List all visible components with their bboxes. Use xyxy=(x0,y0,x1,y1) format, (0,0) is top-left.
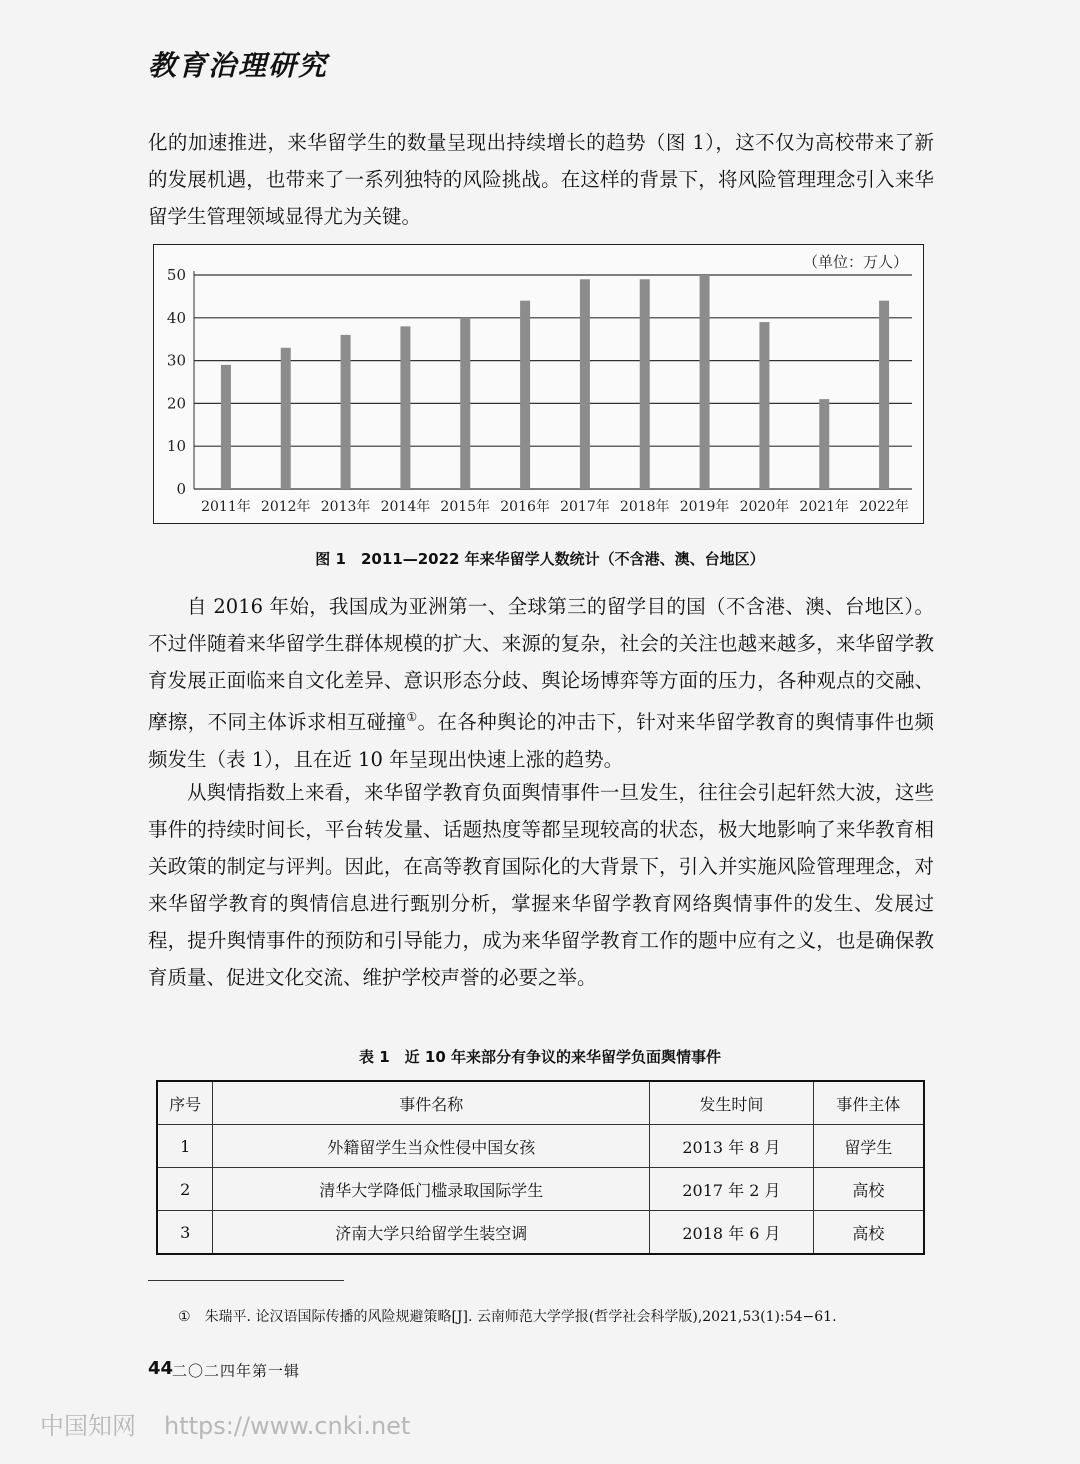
cell-subject: 高校 xyxy=(813,1168,924,1211)
bar-chart-svg xyxy=(154,245,923,523)
cell-index: 2 xyxy=(157,1168,213,1211)
cell-date: 2017 年 2 月 xyxy=(650,1168,814,1211)
y-tick-label: 40 xyxy=(166,308,186,327)
bar xyxy=(759,322,769,489)
x-tick-label: 2021年 xyxy=(799,499,850,515)
issue-label: 二〇二四年第一辑 xyxy=(172,1362,301,1380)
y-tick-label: 30 xyxy=(166,351,186,370)
y-tick-label: 20 xyxy=(166,394,186,413)
paragraph-intro: 化的加速推进，来华留学生的数量呈现出持续增长的趋势（图 1），这不仅为高校带来了新的发展机遇，也带来了一系列独特的风险挑战。在这样的背景下，将风险管理理念引入来华留学生管理领域显得尤为关键。 xyxy=(148,131,934,228)
bar xyxy=(580,279,590,489)
bar xyxy=(700,275,710,489)
events-table xyxy=(156,1080,925,1255)
paragraph-2016 xyxy=(148,588,934,778)
watermark xyxy=(40,1406,410,1441)
bar xyxy=(341,335,351,489)
footnote-mark: ① xyxy=(178,1309,191,1325)
x-tick-label: 2020年 xyxy=(739,499,790,515)
unit-label: （单位：万人） xyxy=(802,253,908,271)
table-header-row xyxy=(157,1081,924,1125)
bar xyxy=(221,365,231,489)
paragraph-sentiment: 从舆情指数上来看，来华留学教育负面舆情事件一旦发生，往往会引起轩然大波，这些事件的持续时间长，平台转发量、话题热度等都呈现较高的状态，极大地影响了来华教育相关政策的制定与评判。因此，在高等教育国际化的大背景下，引入并实施风险管理理念，对来华留学教育的舆情信息进行甄别分析，掌握来华留学教育网络舆情事件的发生、发展过程，提升舆情事件的预防和引导能力，成为来华留学教育工作的题中应有之义，也是确保教育质量、促进文化交流、维护学校声誉的必要之举。 xyxy=(148,781,934,989)
watermark-url[interactable]: https://www.cnki.net xyxy=(164,1412,411,1440)
footnote-divider xyxy=(148,1280,344,1281)
x-tick-label: 2019年 xyxy=(679,499,730,515)
figure-caption: 图 1 2011—2022 年来华留学人数统计（不含港、澳、台地区） xyxy=(315,550,765,568)
x-tick-label: 2015年 xyxy=(440,499,491,515)
page-number: 44 xyxy=(148,1358,174,1379)
footnote-text: 朱瑞平. 论汉语国际传播的风险规避策略[J]. 云南师范大学学报(哲学社会科学版),2021,53(1):54−61. xyxy=(204,1309,837,1325)
x-tick-label: 2014年 xyxy=(380,499,431,515)
x-tick-label: 2022年 xyxy=(859,499,909,515)
bar xyxy=(400,326,410,489)
paragraph-2016-text-b: 。在各种舆论的冲击下，针对来华留学教育的舆情事件也频频发生（表 1），且在近 10 年呈现出快速上涨的趋势。 xyxy=(148,710,934,771)
footnote-ref[interactable]: ① xyxy=(406,710,418,724)
header-event-name: 事件名称 xyxy=(213,1081,650,1125)
paragraph-2016-text-a: 自 2016 年始，我国成为亚洲第一、全球第三的留学目的国（不含港、澳、台地区）。不过伴随着来华留学生群体规模的扩大、来源的复杂，社会的关注也越来越多，来华留学教育发展正面临来自文化差异、意识形态分歧、舆论场博弈等方面的压力，各种观点的交融、摩擦，不同主体诉求相互碰撞 xyxy=(148,595,934,734)
cell-event-name: 外籍留学生当众性侵中国女孩 xyxy=(213,1125,650,1168)
bar xyxy=(879,301,889,489)
cell-subject: 留学生 xyxy=(813,1125,924,1168)
y-tick-label: 50 xyxy=(166,266,186,284)
header-index: 序号 xyxy=(157,1081,213,1125)
cell-event-name: 济南大学只给留学生装空调 xyxy=(213,1211,650,1255)
table-caption: 表 1 近 10 年来部分有争议的来华留学负面舆情事件 xyxy=(359,1048,721,1066)
journal-title: 教育治理研究 xyxy=(148,49,329,82)
table-row xyxy=(157,1168,924,1211)
x-tick-label: 2017年 xyxy=(560,499,610,515)
bar-chart xyxy=(153,244,924,524)
x-tick-label: 2013年 xyxy=(320,499,371,515)
cell-subject: 高校 xyxy=(813,1211,924,1255)
cell-date: 2013 年 8 月 xyxy=(650,1125,814,1168)
header-subject: 事件主体 xyxy=(813,1081,924,1125)
x-tick-label: 2011年 xyxy=(201,499,251,515)
cell-index: 1 xyxy=(157,1125,213,1168)
cell-index: 3 xyxy=(157,1211,213,1255)
watermark-brand: 中国知网 xyxy=(40,1412,136,1440)
x-tick-label: 2018年 xyxy=(619,499,670,515)
y-tick-label: 10 xyxy=(166,437,186,456)
bar xyxy=(460,318,470,489)
bar xyxy=(281,348,291,489)
bar xyxy=(520,301,530,489)
cell-date: 2018 年 6 月 xyxy=(650,1211,814,1255)
x-tick-label: 2016年 xyxy=(500,499,550,515)
footnote xyxy=(178,1306,837,1326)
bar xyxy=(640,279,650,489)
bar xyxy=(819,399,829,489)
x-tick-label: 2012年 xyxy=(260,499,311,515)
table-row xyxy=(157,1211,924,1255)
table-row xyxy=(157,1125,924,1168)
header-date: 发生时间 xyxy=(650,1081,814,1125)
cell-event-name: 清华大学降低门槛录取国际学生 xyxy=(213,1168,650,1211)
y-tick-label: 0 xyxy=(176,480,186,498)
